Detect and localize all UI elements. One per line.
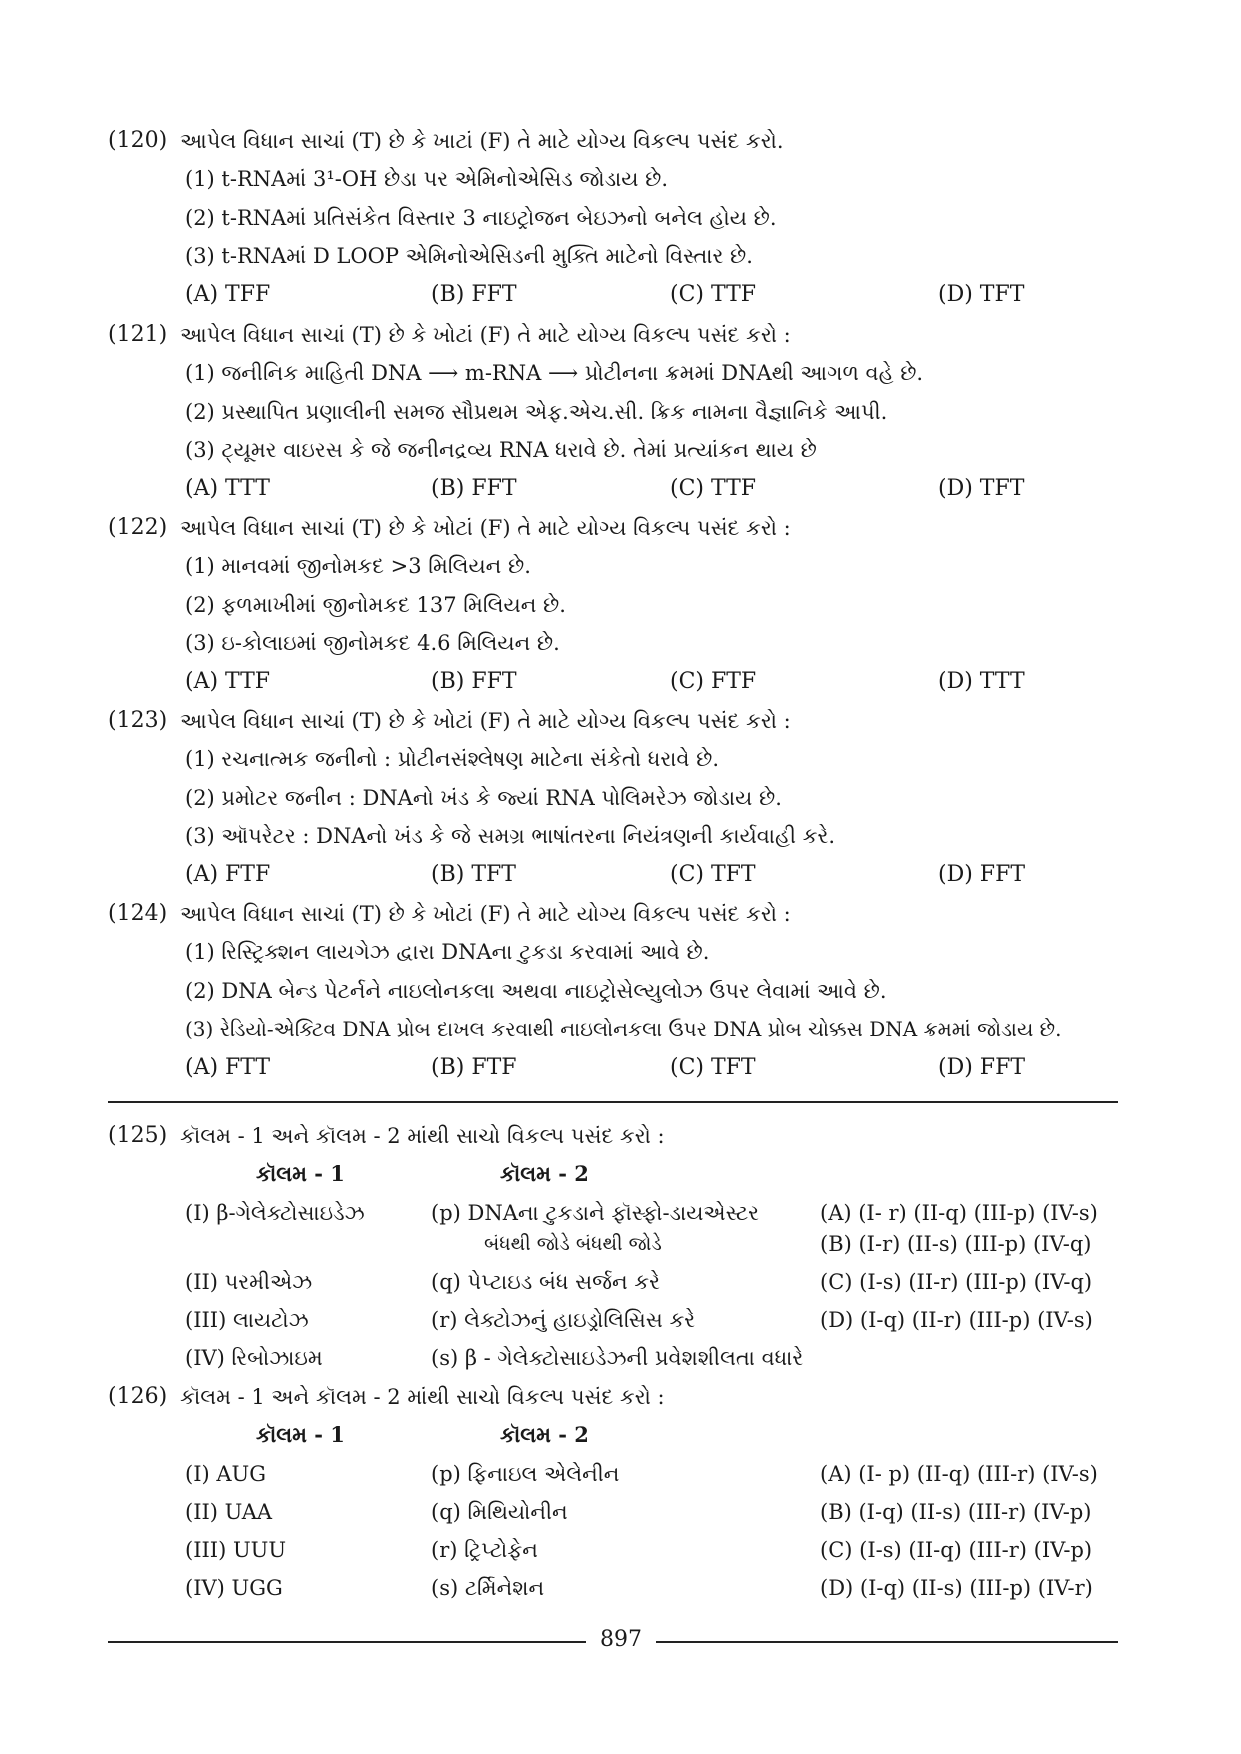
answer-option-c: (C) (I-s) (II-q) (III-r) (IV-p) <box>820 1538 1093 1562</box>
option-d: (D) TFT <box>938 282 1025 307</box>
option-d: (D) FFT <box>938 1055 1026 1080</box>
option-c: (C) TTF <box>670 476 757 501</box>
column-2-item: (s) ટર્મિનેશન <box>431 1576 545 1600</box>
statement: (3) ઇ-કોલાઇમાં જીનોમકદ 4.6 મિલિયન છે. <box>185 631 560 655</box>
option-d: (D) FFT <box>938 862 1026 887</box>
statement: (2) પ્રમોટર જનીન : DNAનો ખંડ કે જ્યાં RNA પોલિમરેઝ જોડાય છે. <box>185 786 782 810</box>
statement: (1) જનીનિક માહિતી DNA ⟶ m-RNA ⟶ પ્રોટીનના ક્રમમાં DNAથી આગળ વહે છે. <box>185 361 924 385</box>
statement: (3) t-RNAમાં D LOOP એમિનોએસિડની મુક્તિ માટેનો વિસ્તાર છે. <box>185 244 753 268</box>
column-2-item: (p) ફિનાઇલ એલેનીન <box>431 1462 620 1486</box>
column-1-item: (II) પરમીએઝ <box>185 1270 313 1294</box>
footer-rule-left <box>108 1641 586 1643</box>
option-a: (A) TTT <box>185 476 270 501</box>
question-stem: કૉલમ - 1 અને કૉલમ - 2 માંથી સાચો વિકલ્પ પસંદ કરો : <box>180 1124 665 1148</box>
answer-option-b: (B) (I-q) (II-s) (III-r) (IV-p) <box>820 1500 1092 1524</box>
option-c: (C) FTF <box>670 669 757 694</box>
column-1-item: (II) UAA <box>185 1500 273 1524</box>
option-b: (B) TFT <box>431 862 516 887</box>
option-b: (B) FFT <box>431 669 517 694</box>
option-d: (D) TTT <box>938 669 1025 694</box>
statement: (2) DNA બેન્ડ પેટર્નને નાઇલોનકલા અથવા નાઇટ્રોસેલ્યુલોઝ ઉપર લેવામાં આવે છે. <box>185 979 887 1003</box>
question-stem: આપેલ વિધાન સાચાં (T) છે કે ખોટાં (F) તે માટે યોગ્ય વિકલ્પ પસંદ કરો : <box>180 323 791 347</box>
question-stem: આપેલ વિધાન સાચાં (T) છે કે ખોટાં (F) તે માટે યોગ્ય વિકલ્પ પસંદ કરો : <box>180 516 791 540</box>
option-a: (A) FTF <box>185 862 271 887</box>
question-number: (120) <box>108 128 168 153</box>
answer-option-c: (C) (I-s) (II-r) (III-p) (IV-q) <box>820 1270 1093 1294</box>
column-2-header: કૉલમ - 2 <box>500 1422 589 1447</box>
answer-option-d: (D) (I-q) (II-r) (III-p) (IV-s) <box>820 1308 1093 1332</box>
column-2-header: કૉલમ - 2 <box>500 1161 589 1186</box>
statement: (1) રચનાત્મક જનીનો : પ્રોટીનસંશ્લેષણ માટેના સંકેતો ધરાવે છે. <box>185 747 720 771</box>
page-number: 897 <box>600 1627 642 1652</box>
option-a: (A) FTT <box>185 1055 271 1080</box>
option-c: (C) TFT <box>670 1055 756 1080</box>
statement: (1) માનવમાં જીનોમકદ >3 મિલિયન છે. <box>185 554 531 578</box>
column-1-header: કૉલમ - 1 <box>256 1161 345 1186</box>
option-b: (B) FFT <box>431 476 517 501</box>
column-1-header: કૉલમ - 1 <box>256 1422 345 1447</box>
option-c: (C) TTF <box>670 282 757 307</box>
statement: (1) રિસ્ટ્રિક્શન લાયગેઝ દ્વારા DNAના ટુકડા કરવામાં આવે છે. <box>185 940 710 964</box>
statement: (3) ઑપરેટર : DNAનો ખંડ કે જે સમગ્ર ભાષાંતરના નિયંત્રણની કાર્યવાહી કરે. <box>185 824 836 848</box>
question-number: (126) <box>108 1384 168 1409</box>
column-1-item: (III) લાયટોઝ <box>185 1308 309 1332</box>
column-1-item: (IV) રિબોઝાઇમ <box>185 1346 323 1370</box>
option-b: (B) FFT <box>431 282 517 307</box>
column-1-item: (I) β-ગેલેક્ટોસાઇડેઝ <box>185 1201 365 1225</box>
statement: (3) રેડિયો-એક્ટિવ DNA પ્રોબ દાખલ કરવાથી નાઇલોનકલા ઉપર DNA પ્રોબ ચોક્કસ DNA ક્રમમાં જોડાય છે. <box>185 1017 1062 1041</box>
option-d: (D) TFT <box>938 476 1025 501</box>
option-c: (C) TFT <box>670 862 756 887</box>
column-2-item: (r) ટ્રિપ્ટોફેન <box>431 1538 538 1562</box>
section-divider <box>108 1101 1118 1103</box>
question-stem: આપેલ વિધાન સાચાં (T) છે કે ખોટાં (F) તે માટે યોગ્ય વિકલ્પ પસંદ કરો : <box>180 709 791 733</box>
column-1-item: (IV) UGG <box>185 1576 283 1600</box>
question-number: (121) <box>108 322 168 347</box>
column-2-item: (p) DNAના ટુકડાને ફૉસ્ફો-ડાયએસ્ટર <box>431 1201 760 1225</box>
answer-option-a: (A) (I- p) (II-q) (III-r) (IV-s) <box>820 1462 1098 1486</box>
question-number: (122) <box>108 515 168 540</box>
column-2-item: (q) પેપ્ટાઇડ બંધ સર્જન કરે <box>431 1270 660 1294</box>
statement: (2) t-RNAમાં પ્રતિસંકેત વિસ્તાર 3 નાઇટ્રોજન બેઇઝનો બનેલ હોય છે. <box>185 206 777 230</box>
column-2-item: (q) મિથિયોનીન <box>431 1500 568 1524</box>
column-2-item: (s) β - ગેલેક્ટોસાઇડેઝની પ્રવેશશીલતા વધારે <box>431 1346 804 1370</box>
column-2-item-cont: બંધથી જોડે બંધથી જોડે <box>484 1233 662 1255</box>
statement: (2) ફળમાખીમાં જીનોમકદ 137 મિલિયન છે. <box>185 593 566 617</box>
answer-option-d: (D) (I-q) (II-s) (III-p) (IV-r) <box>820 1576 1093 1600</box>
statement: (1) t-RNAમાં 3¹-OH છેડા પર એમિનોએસિડ જોડાય છે. <box>185 167 669 191</box>
option-a: (A) TFF <box>185 282 271 307</box>
option-a: (A) TTF <box>185 669 271 694</box>
question-stem: કૉલમ - 1 અને કૉલમ - 2 માંથી સાચો વિકલ્પ પસંદ કરો : <box>180 1385 665 1409</box>
statement: (3) ટ્યૂમર વાઇરસ કે જે જનીનદ્રવ્ય RNA ધરાવે છે. તેમાં પ્રત્યાંકન થાય છે <box>185 438 817 462</box>
question-number: (125) <box>108 1123 168 1148</box>
answer-option-b: (B) (I-r) (II-s) (III-p) (IV-q) <box>820 1232 1092 1256</box>
footer-rule-right <box>656 1641 1118 1643</box>
statement: (2) પ્રસ્થાપિત પ્રણાલીની સમજ સૌપ્રથમ એફ.એચ.સી. ક્રિક નામના વૈજ્ઞાનિકે આપી. <box>185 400 888 424</box>
question-stem: આપેલ વિધાન સાચાં (T) છે કે ખોટાં (F) તે માટે યોગ્ય વિકલ્પ પસંદ કરો : <box>180 902 791 926</box>
option-b: (B) FTF <box>431 1055 517 1080</box>
question-number: (124) <box>108 901 168 926</box>
column-1-item: (III) UUU <box>185 1538 287 1562</box>
answer-option-a: (A) (I- r) (II-q) (III-p) (IV-s) <box>820 1201 1098 1225</box>
column-1-item: (I) AUG <box>185 1462 266 1486</box>
column-2-item: (r) લેક્ટોઝનું હાઇડ્રોલિસિસ કરે <box>431 1308 696 1332</box>
question-stem: આપેલ વિધાન સાચાં (T) છે કે ખાટાં (F) તે માટે યોગ્ય વિકલ્પ પસંદ કરો. <box>180 129 784 153</box>
question-number: (123) <box>108 708 168 733</box>
